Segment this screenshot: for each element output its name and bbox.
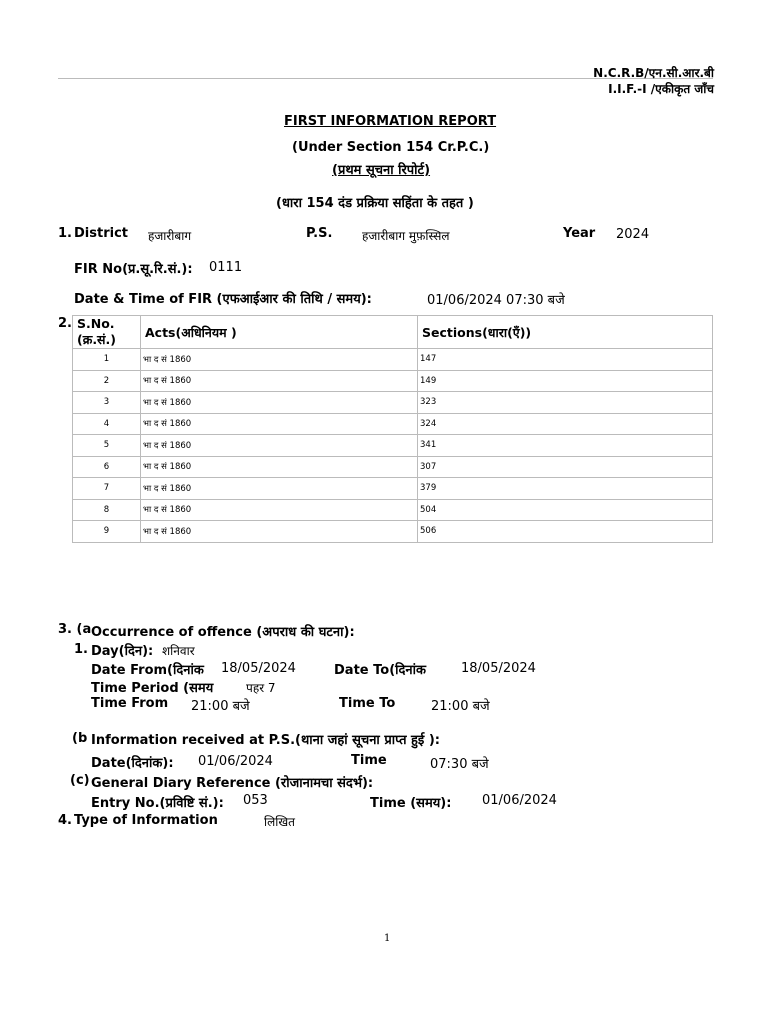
section-cell: 323 [418, 392, 713, 414]
sno-cell: 7 [73, 478, 141, 500]
iif-code: I.I.F.-I /एकीकृत जाँच [608, 82, 714, 96]
act-cell: भा द सं 1860 [141, 478, 418, 500]
time-from-label: Time From [91, 696, 169, 711]
table-row [73, 392, 713, 414]
act-cell: भा द सं 1860 [141, 413, 418, 435]
day-label: Day(दिन): [91, 644, 154, 659]
page-number: 1 [384, 933, 391, 944]
section-cell: 341 [418, 435, 713, 457]
sno-cell: 1 [73, 349, 141, 371]
ps-label: P.S. [306, 226, 333, 241]
act-cell: भा द सं 1860 [141, 349, 418, 371]
district-value: हजारीबाग [148, 229, 192, 243]
acts-header: Acts(अधिनियम ) [141, 316, 418, 349]
info-type-label: Type of Information [74, 813, 218, 828]
section-cell: 147 [418, 349, 713, 371]
entry-no-label: Entry No.(प्रविष्टि सं.): [91, 796, 224, 811]
time-period-label: Time Period (समय [91, 681, 214, 696]
year-value: 2024 [616, 227, 650, 242]
report-section-hindi: (धारा 154 दंड प्रक्रिया सहिंता के तहत ) [276, 196, 474, 211]
table-row [73, 456, 713, 478]
table-row [73, 499, 713, 521]
ps-value: हजारीबाग मुफ़स्सिल [362, 229, 450, 243]
entry-no-value: 053 [243, 793, 268, 808]
section-cell: 506 [418, 521, 713, 543]
section-cell: 504 [418, 499, 713, 521]
item3-number: 3. (a [58, 622, 92, 637]
fir-datetime-value: 01/06/2024 07:30 बजे [427, 293, 565, 308]
item3b-number: (b [72, 731, 88, 746]
received-time-label: Time [351, 753, 387, 768]
received-time-value: 07:30 बजे [430, 757, 489, 772]
info-type-value: लिखित [264, 815, 296, 829]
time-to-value: 21:00 बजे [431, 699, 490, 714]
sno-cell: 5 [73, 435, 141, 457]
sno-header: S.No.(क्र.सं.) [73, 316, 141, 349]
fir-number-value: 0111 [209, 260, 243, 275]
item4-number: 4. [58, 813, 72, 828]
report-section: (Under Section 154 Cr.P.C.) [292, 140, 490, 155]
year-label: Year [563, 226, 596, 241]
gd-time-value: 01/06/2024 [482, 793, 557, 808]
time-to-label: Time To [339, 696, 396, 711]
fir-datetime-label: Date & Time of FIR (एफआईआर की तिथि / समय): [74, 292, 372, 307]
gd-time-label: Time (समय): [370, 796, 452, 811]
table-row [73, 478, 713, 500]
gd-reference-label: General Diary Reference (रोजानामचा संदर्भ): [91, 776, 374, 791]
act-cell: भा द सं 1860 [141, 392, 418, 414]
sno-cell: 4 [73, 413, 141, 435]
act-cell: भा द सं 1860 [141, 456, 418, 478]
occurrence-label: Occurrence of offence (अपराध की घटना): [91, 625, 355, 640]
ncrb-code: N.C.R.B/एन.सी.आर.बी [593, 66, 714, 80]
sno-cell: 3 [73, 392, 141, 414]
date-from-label: Date From(दिनांक [91, 663, 204, 678]
table-row [73, 370, 713, 392]
section-cell: 324 [418, 413, 713, 435]
item1-number: 1. [58, 226, 72, 241]
day-value: शनिवार [162, 644, 195, 658]
received-date-label: Date(दिनांक): [91, 756, 174, 771]
sno-cell: 8 [73, 499, 141, 521]
sections-header: Sections(धारा(एँ)) [418, 316, 713, 349]
act-cell: भा द सं 1860 [141, 435, 418, 457]
table-row [73, 521, 713, 543]
act-cell: भा द सं 1860 [141, 370, 418, 392]
act-cell: भा द सं 1860 [141, 521, 418, 543]
time-period-value: पहर 7 [246, 681, 276, 695]
report-title: FIRST INFORMATION REPORT [284, 114, 497, 129]
item2-number: 2. [58, 316, 72, 331]
date-from-value: 18/05/2024 [221, 661, 296, 676]
district-label: District [74, 226, 128, 241]
table-row [73, 413, 713, 435]
info-received-label: Information received at P.S.(थाना जहां सूचना प्राप्त हुई ): [91, 733, 440, 748]
table-row [73, 349, 713, 371]
sno-cell: 9 [73, 521, 141, 543]
date-to-value: 18/05/2024 [461, 661, 536, 676]
item3c-number: (c) [70, 773, 90, 788]
section-cell: 307 [418, 456, 713, 478]
sno-cell: 2 [73, 370, 141, 392]
act-cell: भा द सं 1860 [141, 499, 418, 521]
time-from-value: 21:00 बजे [191, 699, 250, 714]
item3-sub-number: 1. [74, 642, 88, 657]
acts-sections-table [72, 315, 713, 543]
report-title-hindi: (प्रथम सूचना रिपोर्ट) [332, 163, 431, 178]
received-date-value: 01/06/2024 [198, 754, 273, 769]
fir-number-label: FIR No(प्र.सू.रि.सं.): [74, 262, 193, 277]
table-header-row [73, 316, 713, 349]
section-cell: 379 [418, 478, 713, 500]
section-cell: 149 [418, 370, 713, 392]
table-row [73, 435, 713, 457]
sno-cell: 6 [73, 456, 141, 478]
date-to-label: Date To(दिनांक [334, 663, 426, 678]
